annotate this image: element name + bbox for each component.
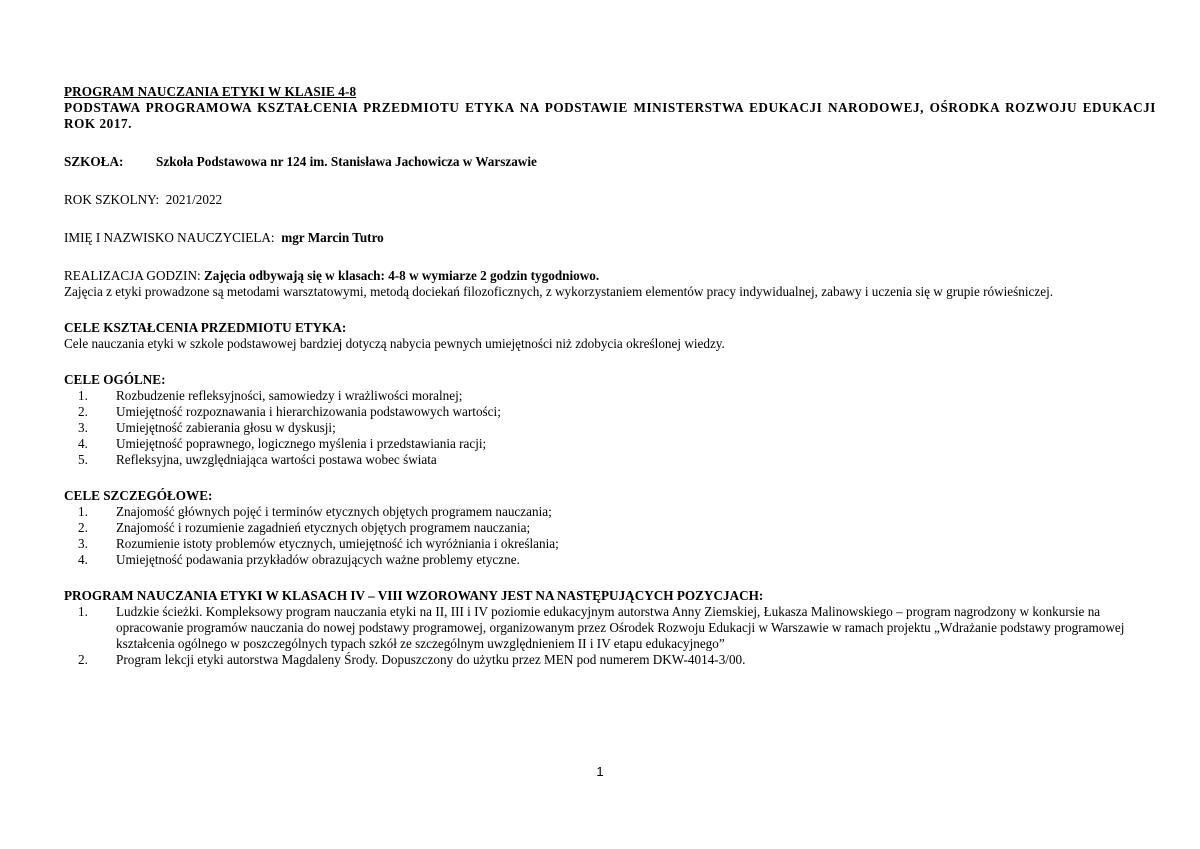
list-item [64,536,1156,552]
list-item-text: Umiejętność rozpoznawania i hierarchizowania podstawowych wartości; [116,404,501,419]
list-item-number: 1. [78,504,88,519]
list-item-text: Umiejętność podawania przykładów obrazujących ważne problemy etyczne. [116,552,520,567]
hours-value: Zajęcia odbywają się w klasach: 4-8 w wymiarze 2 godzin tygodniowo. [203,268,600,283]
school-year-label: ROK SZKOLNY: [64,192,160,207]
teacher-label: IMIĘ I NAZWISKO NAUCZYCIELA: [64,230,275,245]
document-page [64,84,1156,668]
sources-heading: PROGRAM NAUCZANIA ETYKI W KLASACH IV – VIII WZOROWANY JEST NA NASTĘPUJĄCYCH POZYCJACH: [64,588,764,603]
list-item-number: 4. [78,552,88,567]
list-item-number: 2. [78,652,88,667]
school-year-value: 2021/2022 [165,192,223,207]
list-item-text: Refleksyjna, uwzględniająca wartości postawa wobec świata [116,452,437,467]
list-item-text: Ludzkie ścieżki. Kompleksowy program nauczania etyki na II, III i IV poziomie edukacyjnym autorstwa Anny Ziemskiej, Łukasza Malinowskiego – program nagrodzony w konkursie na opracowanie programów nauczania do nowej podstawy programowej, organizowanym przez Ośrodek Rozwoju Edukacji w Warszawie w ramach projektu „Wdrażanie podstawy programowej kształcenia ogólnego w poszczególnych typach szkół ze szczególnym uwzględnieniem II i IV etapu edukacyjnego” [116,604,1125,651]
list-item-text: Znajomość i rozumienie zagadnień etycznych objętych programem nauczania; [116,520,531,535]
teacher-value: mgr Marcin Tutro [281,230,384,245]
list-item-text: Umiejętność poprawnego, logicznego myślenia i przedstawiania racji; [116,436,487,451]
list-item-text: Umiejętność zabierania głosu w dyskusji; [116,420,336,435]
general-goals-heading: CELE OGÓLNE: [64,372,166,387]
hours-row [64,268,1156,284]
sources-list [64,604,1156,668]
list-item [64,552,1156,568]
list-item-number: 1. [78,388,88,403]
list-item-number: 2. [78,520,88,535]
school-label: SZKOŁA: [64,154,124,169]
document-subtitle: PODSTAWA PROGRAMOWA KSZTAŁCENIA PRZEDMIOTU ETYKA NA PODSTAWIE MINISTERSTWA EDUKACJI NARODOWEJ, OŚRODKA ROZWOJU EDUKACJI ROK 2017. [64,100,1156,131]
list-item [64,420,1156,436]
school-row [64,154,1156,170]
list-item-number: 2. [78,404,88,419]
hours-label: REALIZACJA GODZIN: [64,268,201,283]
list-item-text: Znajomość głównych pojęć i terminów etycznych objętych programem nauczania; [116,504,552,519]
list-item-text: Rozbudzenie refleksyjności, samowiedzy i wrażliwości moralnej; [116,388,463,403]
teacher-row [64,230,1156,246]
detailed-goals-list [64,504,1156,568]
general-goals-list [64,388,1156,468]
list-item [64,452,1156,468]
page-number: 1 [596,764,604,779]
goals-text: Cele nauczania etyki w szkole podstawowej bardziej dotyczą nabycia pewnych umiejętności niż zdobycia określonej wiedzy. [64,336,725,351]
list-item [64,404,1156,420]
list-item-text: Program lekcji etyki autorstwa Magdaleny Środy. Dopuszczony do użytku przez MEN pod numerem DKW-4014-3/00. [116,652,746,667]
list-item-number: 4. [78,436,88,451]
hours-description: Zajęcia z etyki prowadzone są metodami warsztatowymi, metodą dociekań filozoficznych, z wykorzystaniem elementów pracy indywidualnej, zabawy i uczenia się w grupie rówieśniczej. [64,284,1054,299]
school-value: Szkoła Podstawowa nr 124 im. Stanisława Jachowicza w Warszawie [156,154,537,169]
list-item-text: Rozumienie istoty problemów etycznych, umiejętność ich wyróżniania i określania; [116,536,559,551]
list-item [64,504,1156,520]
list-item-number: 3. [78,420,88,435]
goals-heading: CELE KSZTAŁCENIA PRZEDMIOTU ETYKA: [64,320,347,335]
list-item-number: 1. [78,604,88,619]
document-title: PROGRAM NAUCZANIA ETYKI W KLASIE 4-8 [64,84,357,99]
school-year-row [64,192,1156,208]
list-item [64,388,1156,404]
detailed-goals-heading: CELE SZCZEGÓŁOWE: [64,488,213,503]
list-item [64,436,1156,452]
list-item-number: 3. [78,536,88,551]
list-item-number: 5. [78,452,88,467]
list-item [64,652,1156,668]
list-item [64,520,1156,536]
list-item [64,604,1156,652]
